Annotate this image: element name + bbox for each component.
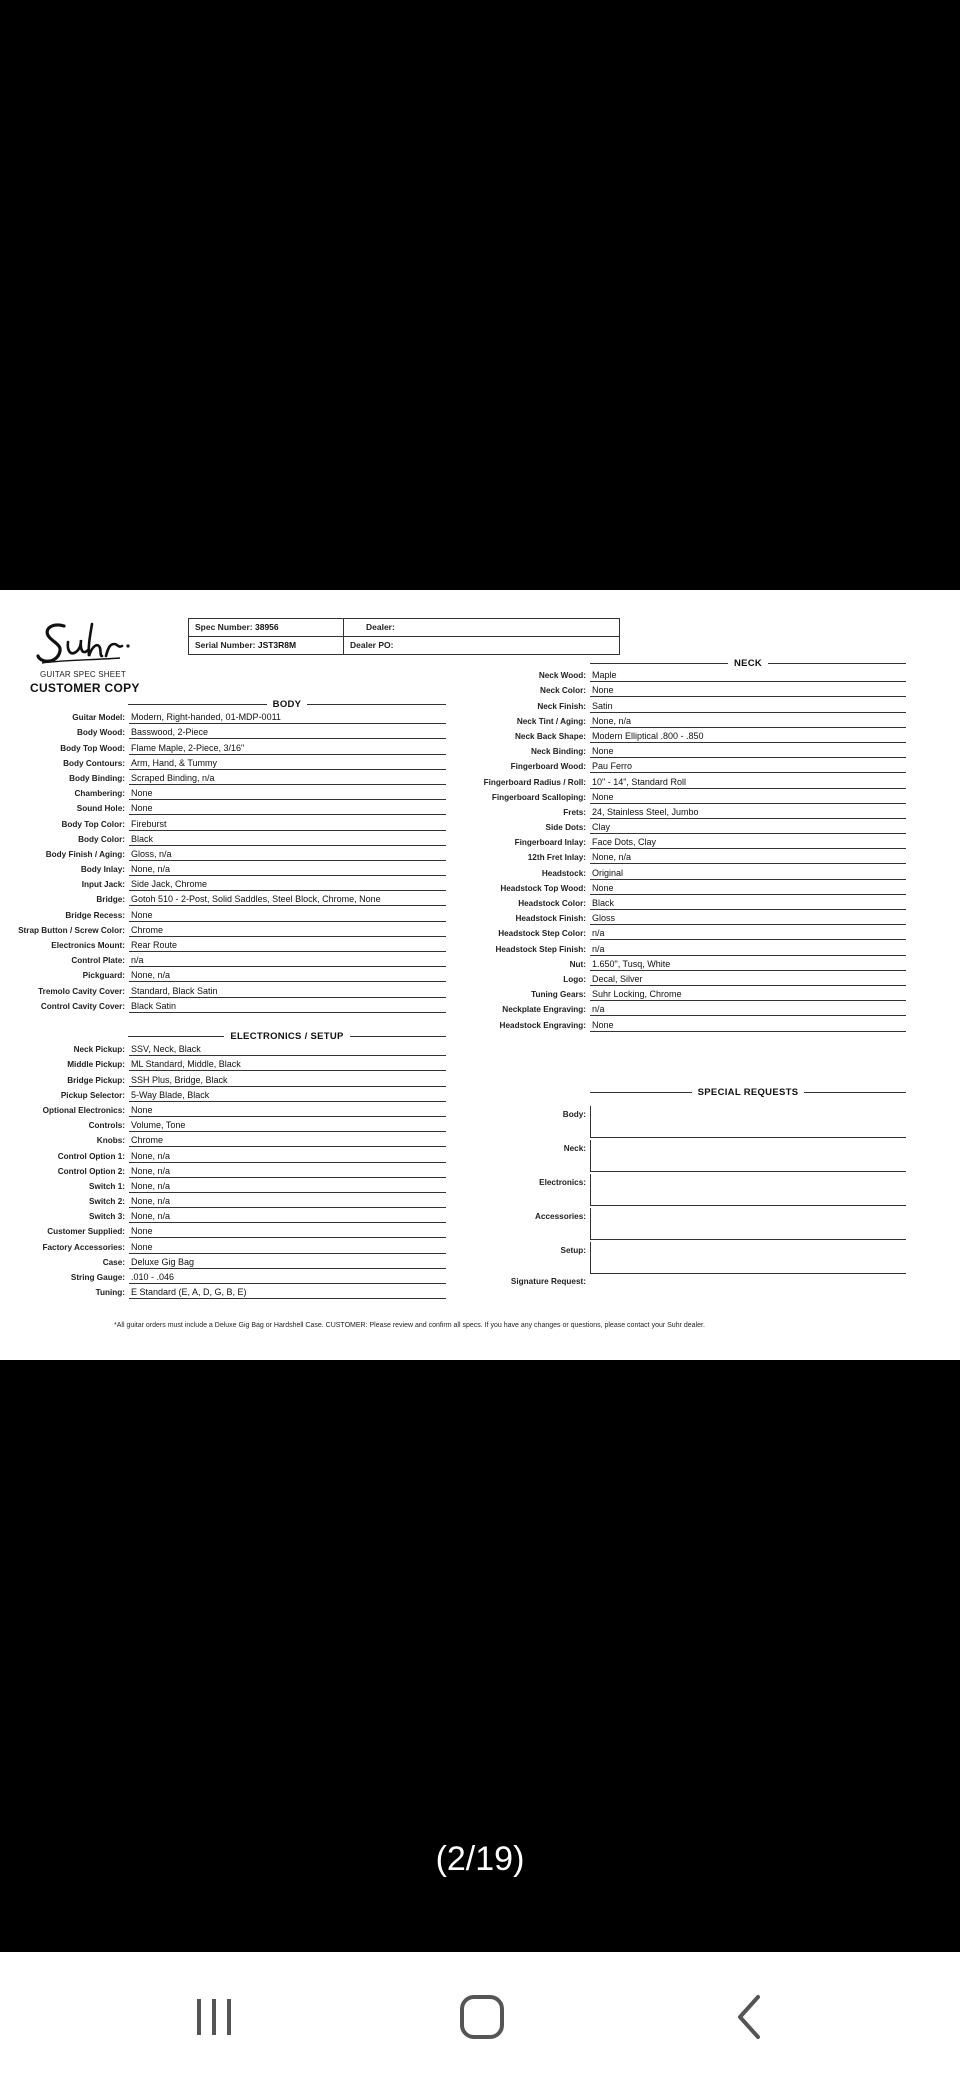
neck-field-row <box>0 925 906 940</box>
neck-field-label: 12th Fret Inlay: <box>527 853 586 863</box>
neck-field-row <box>0 713 906 728</box>
electronics-field-label: Tuning: <box>95 1288 125 1298</box>
neck-field-value: Satin <box>590 701 906 713</box>
neck-field-row <box>0 910 906 925</box>
neck-field-row <box>0 667 906 682</box>
neck-field-row <box>0 697 906 712</box>
body-field-value: Gloss, n/a <box>129 849 446 861</box>
body-field-label: Electronics Mount: <box>51 941 125 950</box>
neck-field-row <box>0 1016 906 1031</box>
body-field-label: Body Contours: <box>63 758 125 768</box>
special-request-row <box>440 1174 906 1206</box>
neck-field-label: Side Dots: <box>545 823 586 833</box>
dealer-po-label: Dealer PO: <box>350 640 394 650</box>
body-field-label: Bridge Recess: <box>65 910 125 920</box>
electronics-field-label: Case: <box>102 1257 125 1267</box>
electronics-field-value: None, n/a <box>129 1211 446 1223</box>
serial-number-cell <box>189 637 344 655</box>
neck-field-label: Neck Back Shape: <box>515 731 586 741</box>
neck-field-value: Original <box>590 868 906 880</box>
body-field-label: Control Plate: <box>71 956 125 966</box>
spec-number-cell <box>189 619 344 637</box>
neck-field-value: None <box>590 746 906 758</box>
page-indicator: (2/19) <box>435 1840 525 1878</box>
electronics-field-row <box>0 1193 446 1208</box>
neck-field-value: None <box>590 883 906 895</box>
neck-field-row <box>0 940 906 955</box>
special-requests-header <box>590 1086 906 1098</box>
neck-field-label: Neckplate Engraving: <box>502 1005 586 1015</box>
electronics-field-value: 5-Way Blade, Black <box>129 1090 446 1102</box>
neck-field-label: Headstock Finish: <box>515 914 586 924</box>
neck-field-label: Headstock Color: <box>518 899 586 908</box>
electronics-field-row <box>0 1284 446 1299</box>
neck-field-label: Neck Color: <box>540 686 586 696</box>
neck-field-value: n/a <box>590 1004 906 1016</box>
body-field-label: Sound Hole: <box>76 804 125 814</box>
electronics-field-row <box>0 1178 446 1193</box>
spec-sheet-image[interactable] <box>0 590 960 1360</box>
neck-field-label: Neck Binding: <box>530 747 586 757</box>
home-button[interactable] <box>442 1982 522 2052</box>
neck-field-row <box>0 864 906 879</box>
electronics-field-row <box>0 1087 446 1102</box>
neck-field-label: Neck Tint / Aging: <box>516 716 586 726</box>
special-request-box <box>590 1242 906 1274</box>
body-field-value: None <box>129 910 446 922</box>
body-field-label: Body Binding: <box>69 773 125 783</box>
electronics-field-label: Switch 1: <box>89 1181 125 1191</box>
back-icon <box>730 1993 770 2041</box>
system-navigation-bar <box>0 1952 960 2080</box>
body-field-label: Tremolo Cavity Cover: <box>38 986 125 996</box>
customer-copy-label: CUSTOMER COPY <box>30 681 140 695</box>
special-request-box <box>590 1208 906 1240</box>
electronics-field-row <box>0 1147 446 1162</box>
electronics-field-label: Factory Accessories: <box>42 1242 125 1252</box>
neck-field-label: Headstock Step Finish: <box>495 944 586 954</box>
neck-field-label: Headstock Top Wood: <box>500 883 586 893</box>
neck-fields <box>0 667 906 1032</box>
electronics-field-row <box>0 1132 446 1147</box>
neck-field-value: 1.650", Tusq, White <box>590 959 906 971</box>
electronics-fields <box>0 1041 446 1299</box>
body-field-value: n/a <box>129 955 446 967</box>
electronics-field-value: None, n/a <box>129 1166 446 1178</box>
neck-field-row <box>0 971 906 986</box>
electronics-field-label: Control Option 2: <box>57 1166 125 1176</box>
electronics-field-row <box>0 1102 446 1117</box>
dealer-cell <box>344 619 619 637</box>
electronics-field-value: Volume, Tone <box>129 1120 446 1132</box>
neck-field-row <box>0 986 906 1001</box>
body-field-value: Chrome <box>129 925 446 937</box>
electronics-field-row <box>0 1117 446 1132</box>
serial-number-value: JST3R8M <box>257 640 297 650</box>
back-button[interactable] <box>710 1982 790 2052</box>
neck-field-value: Gloss <box>590 913 906 925</box>
special-request-row <box>440 1242 906 1274</box>
neck-field-value: Black <box>590 898 906 910</box>
electronics-field-row <box>0 1254 446 1269</box>
electronics-field-value: Chrome <box>129 1135 446 1147</box>
body-section-title: BODY <box>272 698 302 710</box>
electronics-field-label: Optional Electronics: <box>42 1105 125 1115</box>
dealer-label: Dealer: <box>366 622 395 632</box>
body-field-value: Gotoh 510 - 2-Post, Solid Saddles, Steel Block, Chrome, None <box>129 894 446 906</box>
neck-field-row <box>0 956 906 971</box>
body-field-value: Side Jack, Chrome <box>129 879 446 891</box>
neck-field-label: Fingerboard Inlay: <box>514 838 586 848</box>
electronics-field-row <box>0 1238 446 1253</box>
electronics-field-row <box>0 1041 446 1056</box>
body-field-value: Black <box>129 834 446 846</box>
special-request-row <box>440 1106 906 1138</box>
neck-field-value: None, n/a <box>590 716 906 728</box>
body-field-value: Scraped Binding, n/a <box>129 773 446 785</box>
electronics-field-row <box>0 1056 446 1071</box>
electronics-field-value: None <box>129 1226 446 1238</box>
body-field-label: Body Wood: <box>76 728 125 738</box>
dealer-po-cell <box>344 637 619 655</box>
electronics-section-title: ELECTRONICS / SETUP <box>230 1030 344 1042</box>
body-field-value: Black Satin <box>129 1001 446 1013</box>
neck-field-row <box>0 728 906 743</box>
electronics-field-value: None <box>129 1242 446 1254</box>
neck-field-row <box>0 849 906 864</box>
neck-field-value: Clay <box>590 822 906 834</box>
neck-field-row <box>0 804 906 819</box>
body-field-value: Flame Maple, 2-Piece, 3/16" <box>129 743 446 755</box>
neck-field-label: Neck Finish: <box>537 701 586 711</box>
body-field-label: Body Inlay: <box>80 865 125 875</box>
body-field-label: Guitar Model: <box>72 713 125 723</box>
neck-field-label: Logo: <box>563 974 586 984</box>
electronics-field-row <box>0 1163 446 1178</box>
neck-field-value: None <box>590 685 906 697</box>
suhr-logo <box>34 616 134 668</box>
body-field-value: Standard, Black Satin <box>129 986 446 998</box>
body-field-label: Body Finish / Aging: <box>45 849 125 859</box>
neck-field-row <box>0 758 906 773</box>
body-field-label: Pickguard: <box>82 971 125 981</box>
footnote: *All guitar orders must include a Deluxe Gig Bag or Hardshell Case. CUSTOMER: Please review and confirm all specs. If you have any changes or questions, please contact your Suhr dealer. <box>114 1322 705 1329</box>
body-field-label: Input Jack: <box>81 880 125 890</box>
special-request-row <box>440 1140 906 1172</box>
body-field-label: Control Cavity Cover: <box>40 1001 125 1011</box>
neck-field-value: Maple <box>590 670 906 682</box>
neck-field-label: Tuning Gears: <box>531 990 586 1000</box>
special-request-box <box>590 1140 906 1172</box>
electronics-field-label: String Gauge: <box>70 1273 125 1282</box>
logo-tagline: GUITAR SPEC SHEET <box>40 670 126 679</box>
neck-field-label: Nut: <box>569 959 586 969</box>
special-request-label: Setup: <box>560 1246 586 1255</box>
body-field-label: Strap Button / Screw Color: <box>18 925 125 935</box>
neck-field-label: Neck Wood: <box>538 671 586 681</box>
body-field-value: Basswood, 2-Piece <box>129 727 446 739</box>
electronics-field-value: None, n/a <box>129 1151 446 1163</box>
electronics-field-label: Middle Pickup: <box>67 1060 125 1070</box>
electronics-field-label: Knobs: <box>96 1136 125 1146</box>
electronics-field-value: SSV, Neck, Black <box>129 1044 446 1056</box>
neck-field-row <box>0 1001 906 1016</box>
neck-field-value: None <box>590 792 906 804</box>
neck-field-label: Fingerboard Wood: <box>510 762 586 772</box>
electronics-field-row <box>0 1223 446 1238</box>
signature-request-label: Signature Request: <box>510 1277 586 1286</box>
neck-field-row <box>0 895 906 910</box>
electronics-field-value: None <box>129 1105 446 1117</box>
neck-field-value: Decal, Silver <box>590 974 906 986</box>
special-requests-title: SPECIAL REQUESTS <box>697 1086 799 1098</box>
neck-field-value: 10" - 14", Standard Roll <box>590 777 906 789</box>
special-request-label: Electronics: <box>539 1178 586 1187</box>
electronics-field-label: Control Option 1: <box>57 1151 125 1161</box>
electronics-field-label: Switch 2: <box>89 1197 125 1207</box>
neck-field-row <box>0 773 906 788</box>
electronics-field-value: E Standard (E, A, D, G, B, E) <box>129 1287 446 1299</box>
neck-field-label: Headstock Step Color: <box>498 929 586 939</box>
special-request-box <box>590 1106 906 1138</box>
neck-field-row <box>0 682 906 697</box>
recent-apps-button[interactable] <box>174 1982 254 2052</box>
neck-field-label: Frets: <box>563 807 586 817</box>
body-field-label: Body Top Wood: <box>60 743 125 753</box>
neck-field-value: Face Dots, Clay <box>590 837 906 849</box>
neck-field-value: n/a <box>590 944 906 956</box>
spec-number-value: 38956 <box>255 622 279 632</box>
electronics-field-label: Customer Supplied: <box>47 1227 125 1237</box>
body-field-value: Arm, Hand, & Tummy <box>129 758 446 770</box>
neck-field-value: Modern Elliptical .800 - .850 <box>590 731 906 743</box>
electronics-field-label: Neck Pickup: <box>73 1045 125 1055</box>
electronics-field-value: .010 - .046 <box>129 1272 446 1284</box>
neck-field-row <box>0 743 906 758</box>
electronics-field-value: None, n/a <box>129 1181 446 1193</box>
neck-section-title: NECK <box>733 657 763 669</box>
recent-apps-icon <box>192 1995 236 2039</box>
electronics-field-value: ML Standard, Middle, Black <box>129 1059 446 1071</box>
body-field-value: Rear Route <box>129 940 446 952</box>
neck-field-value: None, n/a <box>590 852 906 864</box>
neck-field-value: Pau Ferro <box>590 761 906 773</box>
neck-field-row <box>0 789 906 804</box>
spec-number-box <box>188 618 620 655</box>
electronics-field-row <box>0 1071 446 1086</box>
electronics-field-label: Bridge Pickup: <box>67 1075 125 1085</box>
neck-field-value: None <box>590 1020 906 1032</box>
special-request-box <box>590 1174 906 1206</box>
electronics-field-label: Pickup Selector: <box>60 1090 125 1100</box>
body-field-label: Body Top Color: <box>61 819 125 829</box>
special-request-row <box>440 1208 906 1240</box>
electronics-field-value: Deluxe Gig Bag <box>129 1257 446 1269</box>
body-field-value: None <box>129 788 446 800</box>
body-field-value: None, n/a <box>129 970 446 982</box>
body-field-label: Chambering: <box>74 789 125 799</box>
electronics-field-label: Switch 3: <box>89 1212 125 1222</box>
neck-field-value: 24, Stainless Steel, Jumbo <box>590 807 906 819</box>
electronics-field-label: Controls: <box>88 1121 125 1131</box>
electronics-field-row <box>0 1208 446 1223</box>
serial-number-label: Serial Number: <box>195 640 256 650</box>
neck-field-label: Fingerboard Scalloping: <box>491 792 586 802</box>
neck-field-row <box>0 834 906 849</box>
electronics-field-value: SSH Plus, Bridge, Black <box>129 1075 446 1087</box>
electronics-field-value: None, n/a <box>129 1196 446 1208</box>
electronics-field-row <box>0 1269 446 1284</box>
body-field-value: None, n/a <box>129 864 446 876</box>
body-field-value: Fireburst <box>129 819 446 831</box>
special-request-label: Body: <box>562 1110 586 1119</box>
neck-field-value: Suhr Locking, Chrome <box>590 989 906 1001</box>
neck-field-value: n/a <box>590 928 906 940</box>
body-field-value: None <box>129 803 446 815</box>
special-request-label: Neck: <box>563 1144 586 1153</box>
neck-field-label: Fingerboard Radius / Roll: <box>483 777 586 787</box>
home-icon <box>458 1993 506 2041</box>
body-field-value: Modern, Right-handed, 01-MDP-0011 <box>129 712 446 724</box>
neck-field-label: Headstock Engraving: <box>499 1020 586 1030</box>
spec-number-label: Spec Number: <box>195 622 253 632</box>
special-request-label: Accessories: <box>535 1212 586 1221</box>
body-field-label: Bridge: <box>96 895 125 905</box>
neck-field-row <box>0 880 906 895</box>
neck-field-row <box>0 819 906 834</box>
body-field-label: Body Color: <box>78 834 125 844</box>
neck-field-label: Headstock: <box>541 868 586 878</box>
